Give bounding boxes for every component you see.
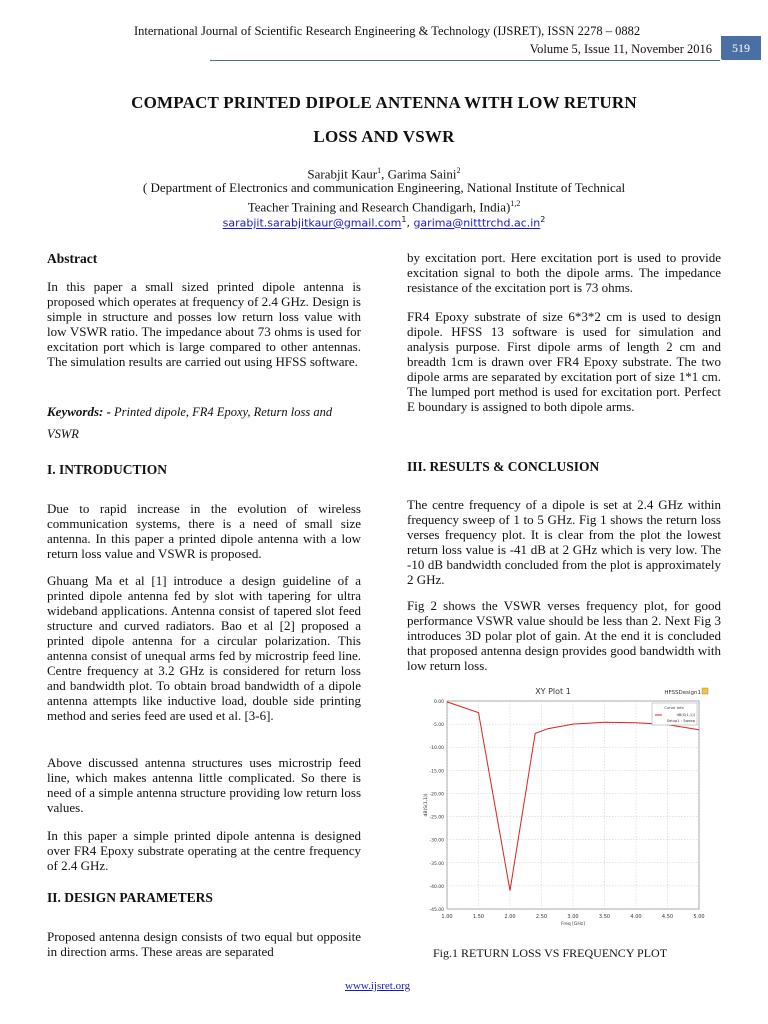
intro-paragraph-3: Above discussed antenna structures uses microstrip feed line, which makes antenna little complicated. So there is need of a simple antenna structure providing low return loss values. bbox=[47, 755, 361, 815]
y-tick-label: -10.00 bbox=[429, 746, 444, 752]
email-link[interactable]: sarabjit.sarabjitkaur@gmail.com bbox=[222, 216, 402, 230]
keywords-label: Keywords: - bbox=[47, 404, 111, 419]
intro-paragraph-1: Due to rapid increase in the evolution of wireless communication systems, there is a need of small size antenna. In this paper a printed dipole antenna with a low return loss value and VSWR is proposed. bbox=[47, 501, 361, 561]
author-separator: , bbox=[381, 166, 388, 182]
header-rule bbox=[210, 60, 720, 61]
hfss-logo-icon bbox=[702, 688, 708, 694]
email-sup: 1 bbox=[401, 215, 407, 224]
design-paragraph-1: Proposed antenna design consists of two equal but opposite in direction arms. These areas are separated bbox=[47, 929, 361, 959]
y-tick-label: -25.00 bbox=[429, 815, 444, 821]
author-sup: 1 bbox=[377, 166, 382, 175]
y-tick-label: -40.00 bbox=[429, 884, 444, 890]
y-tick-label: 0.00 bbox=[433, 700, 444, 705]
return-loss-chart bbox=[419, 683, 715, 928]
journal-header: International Journal of Scientific Research Engineering & Technology (IJSRET), ISSN 2278 – 0882 bbox=[134, 24, 641, 38]
page-number-badge: 519 bbox=[721, 36, 761, 60]
y-axis-label: dB(S(1,1)) bbox=[424, 793, 429, 817]
author-name: Sarabjit Kaur bbox=[307, 166, 378, 182]
chart-title: XY Plot 1 bbox=[535, 687, 571, 696]
design-paragraph-3: FR4 Epoxy substrate of size 6*3*2 cm is used to design dipole. HFSS 13 software is used for simulation and analysis purpose. First dipole arms of length 2 cm and breadth 1cm is drawn over FR4 Epoxy substrate. The two dipole arms are separated by excitation port of size 1*1 cm. The lumped port method is used for excitation port. Perfect E boundary is assigned to both dipole arms. bbox=[407, 309, 721, 414]
author-name: Garima Saini bbox=[387, 166, 457, 182]
x-tick-label: 3.00 bbox=[567, 914, 579, 920]
affiliation-text: Teacher Training and Research Chandigarh, India) bbox=[247, 199, 511, 215]
email-sup: 2 bbox=[540, 215, 546, 224]
journal-link[interactable]: www.ijsret.org bbox=[345, 980, 411, 992]
abstract-heading: Abstract bbox=[47, 251, 98, 266]
y-tick-label: -35.00 bbox=[429, 861, 444, 867]
section-heading-results: III. RESULTS & CONCLUSION bbox=[407, 459, 600, 474]
author-emails: sarabjit.sarabjitkaur@gmail.com$^1$, $garima@nitttrchd.ac.in^2$ bbox=[222, 215, 546, 230]
x-tick-label: 1.00 bbox=[441, 914, 453, 920]
legend-series-sub: Setup1 : Sweep bbox=[666, 719, 695, 723]
x-tick-label: 1.50 bbox=[472, 914, 485, 920]
x-tick-label: 3.50 bbox=[598, 914, 611, 920]
footer-url bbox=[345, 980, 410, 992]
email-link[interactable]: garima@nitttrchd.ac.in bbox=[413, 216, 541, 230]
x-tick-label: 4.00 bbox=[630, 914, 642, 920]
chart-svg bbox=[419, 683, 715, 928]
paper-title-line2: LOSS AND VSWR bbox=[313, 127, 455, 146]
x-axis-label: Freq [GHz] bbox=[561, 922, 585, 927]
x-tick-label: 5.00 bbox=[693, 914, 705, 920]
y-tick-label: -30.00 bbox=[429, 838, 444, 844]
intro-paragraph-2: Ghuang Ma et al [1] introduce a design guideline of a printed dipole antenna fed by slot with tapering for ultra wideband applications. Antenna consist of tapered slot feed structure and curved radiators. Bao et al [2] proposed a printed dipole antenna for a circular polarization. This antenna consist of unequal arms fed by microstrip feed line. Centre frequency at 3.2 GHz is considered for return loss and bandwidth plot. To obtain broad bandwidth of a dipole antenna attempts like inductive load, double side printing method and series feed are used et al. [3-6]. bbox=[47, 573, 361, 723]
legend-series-name: dB(S(1,1)) bbox=[676, 713, 695, 717]
figure-caption: Fig.1 RETURN LOSS VS FREQUENCY PLOT bbox=[433, 946, 668, 960]
design-paragraph-2: by excitation port. Here excitation port is used to provide excitation signal to both the dipole arms. The impedance resistance of the excitation port is 73 ohms. bbox=[407, 250, 721, 295]
legend-title: Curve Info bbox=[664, 705, 684, 710]
keywords-text: Printed dipole, FR4 Epoxy, Return loss and VSWR bbox=[47, 405, 333, 441]
issue-header: Volume 5, Issue 11, November 2016 bbox=[529, 42, 712, 56]
section-heading-design: II. DESIGN PARAMETERS bbox=[47, 890, 213, 905]
paper-title-line1: COMPACT PRINTED DIPOLE ANTENNA WITH LOW RETURN bbox=[131, 93, 637, 112]
y-tick-label: -15.00 bbox=[429, 769, 444, 775]
chart-badge: HFSSDesign1 bbox=[664, 690, 701, 696]
section-heading-introduction: I. INTRODUCTION bbox=[47, 462, 168, 477]
y-tick-label: -45.00 bbox=[429, 908, 444, 913]
y-tick-label: -5.00 bbox=[432, 723, 444, 729]
abstract-text: In this paper a small sized printed dipole antenna is proposed which operates at frequency of 2.4 GHz. Design is simple in structure and posses low return loss value with low VSWR ratio. The impedance about 73 ohms is used for excitation port which is large compared to other antennas. The simulation results are carried out using HFSS software. bbox=[47, 279, 361, 369]
y-tick-label: -20.00 bbox=[429, 792, 444, 798]
affiliation-line1: ( Department of Electronics and communication Engineering, National Institute of Technical bbox=[142, 180, 626, 195]
keywords bbox=[47, 401, 361, 445]
x-tick-label: 4.50 bbox=[661, 914, 674, 920]
x-tick-label: 2.50 bbox=[535, 914, 548, 920]
results-paragraph-2: Fig 2 shows the VSWR verses frequency plot, for good performance VSWR value should be less than 2. Next Fig 3 introduces 3D polar plot of gain. At the end it is concluded that proposed antenna design provides good bandwidth with low return loss. bbox=[407, 598, 721, 673]
intro-paragraph-4: In this paper a simple printed dipole antenna is designed over FR4 Epoxy substrate operating at the centre frequency of 2.4 GHz. bbox=[47, 828, 361, 873]
affiliation-sup: 1,2 bbox=[510, 199, 521, 208]
results-paragraph-1: The centre frequency of a dipole is set at 2.4 GHz within frequency sweep of 1 to 5 GHz. Fig 1 shows the return loss verses frequency plot. It is clear from the plot the lowest return loss value is -41 dB at 2 GHz which is very low. The -10 dB bandwidth concluded from the plot is approximately 2 GHz. bbox=[407, 497, 721, 587]
x-tick-label: 2.00 bbox=[504, 914, 516, 920]
author-sup: 2 bbox=[456, 166, 461, 175]
